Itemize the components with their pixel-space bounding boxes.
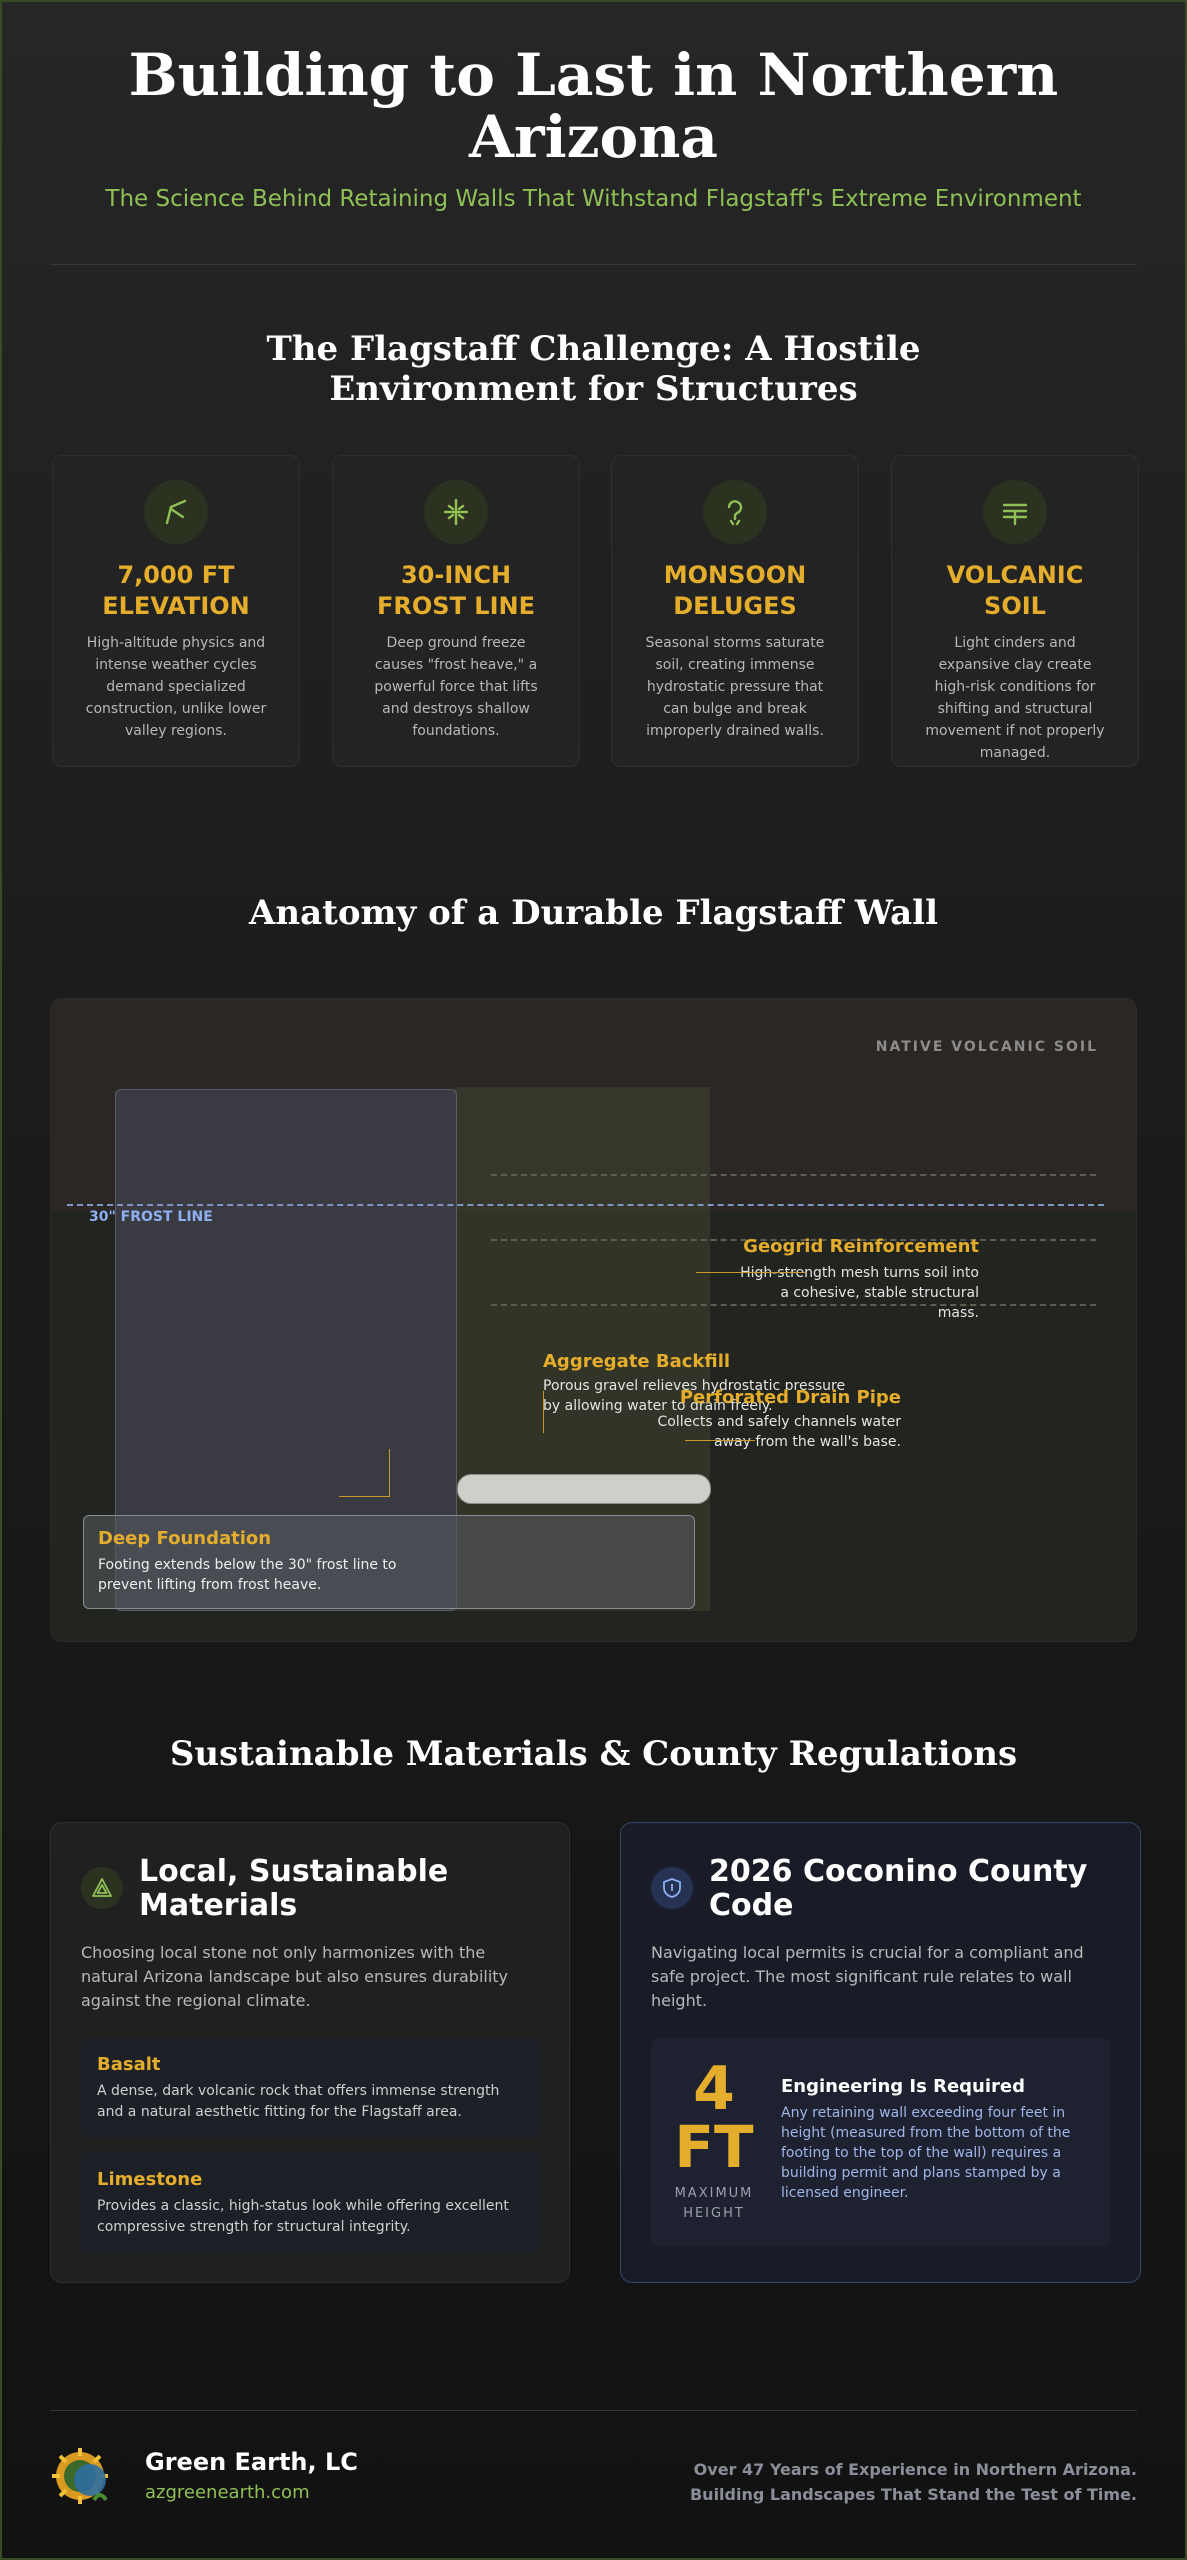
tagline-line: Over 47 Years of Experience in Northern Arizona. bbox=[693, 2460, 1137, 2479]
material-basalt bbox=[81, 2038, 541, 2138]
materials-title: Sustainable Materials & County Regulations bbox=[169, 1734, 1018, 1774]
big-number: 4 bbox=[693, 2054, 735, 2124]
soil-layers-icon bbox=[983, 480, 1047, 544]
local-materials-panel bbox=[50, 1822, 570, 2283]
company-name: Green Earth, LC bbox=[145, 2448, 358, 2476]
card-title: VOLCANIC SOIL bbox=[946, 561, 1084, 620]
callout-line bbox=[389, 1449, 390, 1497]
page-subtitle: The Science Behind Retaining Walls That Withstand Flagstaff's Extreme Environment bbox=[105, 186, 1082, 212]
max-height-stat bbox=[669, 2054, 759, 2224]
divider bbox=[50, 264, 1137, 265]
deep-foundation bbox=[83, 1515, 695, 1609]
material-text: Provides a classic, high-status look while offering excellent compressive strength for structural integrity. bbox=[97, 2198, 509, 2235]
big-unit: FT bbox=[674, 2113, 754, 2181]
rule-text: Any retaining wall exceeding four feet in height (measured from the bottom of the footing to the top of the wall) requires a building permit and plans stamped by a licensed engineer. bbox=[781, 2105, 1071, 2201]
material-name: Basalt bbox=[97, 2054, 161, 2075]
native-soil-label: NATIVE VOLCANIC SOIL bbox=[875, 1039, 1098, 1055]
card-title: 30-INCH FROST LINE bbox=[377, 561, 535, 620]
challenge-card-elevation bbox=[52, 455, 300, 767]
card-title: MONSOON DELUGES bbox=[663, 561, 807, 620]
shield-icon bbox=[651, 1867, 693, 1909]
geogrid-callout bbox=[699, 1236, 979, 1323]
company-website-link[interactable]: azgreenearth.com bbox=[145, 2482, 310, 2503]
tagline-line: Building Landscapes That Stand the Test of Time. bbox=[689, 2485, 1137, 2504]
callout-line bbox=[685, 1440, 755, 1441]
callout-title: Aggregate Backfill bbox=[543, 1351, 731, 1372]
code-rule-box bbox=[651, 2038, 1111, 2246]
material-name: Limestone bbox=[97, 2169, 203, 2190]
divider bbox=[50, 2410, 1137, 2411]
callout-text: Porous gravel relieves hydrostatic pressure by allowing water to drain freely. bbox=[543, 1378, 846, 1414]
county-code-panel bbox=[620, 1822, 1141, 2283]
panel-intro: Navigating local permits is crucial for a compliant and safe project. The most significant rule relates to wall height. bbox=[651, 1943, 1084, 2010]
panel-title: Local, Sustainable Materials bbox=[139, 1854, 449, 1923]
callout-title: Geogrid Reinforcement bbox=[743, 1236, 979, 1257]
challenge-card-monsoon bbox=[611, 455, 859, 767]
challenge-card-soil bbox=[891, 455, 1139, 767]
callout-line bbox=[339, 1496, 389, 1497]
material-text: A dense, dark volcanic rock that offers immense strength and a natural aesthetic fitting for the Flagstaff area. bbox=[97, 2083, 500, 2120]
callout-title: Perforated Drain Pipe bbox=[679, 1387, 901, 1408]
frost-line-label: 30" FROST LINE bbox=[89, 1209, 213, 1225]
storm-icon bbox=[703, 480, 767, 544]
frost-line bbox=[67, 1204, 1104, 1206]
max-height-label: MAXIMUM HEIGHT bbox=[674, 2186, 754, 2221]
callout-line bbox=[543, 1391, 544, 1433]
panel-intro: Choosing local stone not only harmonizes with the natural Arizona landscape but also ensures durability against the regional climate. bbox=[81, 1943, 509, 2010]
triangle-icon bbox=[81, 1867, 123, 1909]
drain-pipe bbox=[457, 1474, 711, 1504]
frost-icon bbox=[424, 480, 488, 544]
page-title: Building to Last in Northern Arizona bbox=[128, 41, 1059, 171]
wall-diagram bbox=[50, 998, 1137, 1642]
card-title: 7,000 FT ELEVATION bbox=[102, 561, 250, 620]
card-text: High-altitude physics and intense weather cycles demand specialized construction, unlike lower valley regions. bbox=[85, 635, 267, 739]
material-limestone bbox=[81, 2153, 541, 2253]
callout-line bbox=[696, 1272, 806, 1273]
company-logo bbox=[50, 2442, 122, 2514]
card-text: Light cinders and expansive clay create high-risk conditions for shifting and structural movement if not properly managed. bbox=[925, 635, 1105, 761]
callout-title: Deep Foundation bbox=[98, 1528, 272, 1549]
footer-tagline bbox=[690, 2457, 1137, 2507]
callout-text: Footing extends below the 30" frost line to prevent lifting from frost heave. bbox=[98, 1557, 397, 1593]
card-text: Deep ground freeze causes "frost heave," a powerful force that lifts and destroys shallow foundations. bbox=[374, 635, 538, 739]
callout-text: High-strength mesh turns soil into a cohesive, stable structural mass. bbox=[740, 1265, 979, 1321]
anatomy-title: Anatomy of a Durable Flagstaff Wall bbox=[249, 893, 938, 933]
mountain-slope-icon bbox=[144, 480, 208, 544]
rule-text-block bbox=[781, 2076, 1081, 2203]
card-text: Seasonal storms saturate soil, creating immense hydrostatic pressure that can bulge and break improperly drained walls. bbox=[645, 635, 825, 739]
panel-title: 2026 Coconino County Code bbox=[709, 1854, 1088, 1923]
challenge-card-frost bbox=[332, 455, 580, 767]
rule-title: Engineering Is Required bbox=[781, 2076, 1025, 2097]
challenge-title: The Flagstaff Challenge: A Hostile Environment for Structures bbox=[266, 329, 921, 409]
geogrid-line bbox=[491, 1174, 1096, 1176]
drain-callout bbox=[581, 1387, 901, 1452]
callout-text: Collects and safely channels water away from the wall's base. bbox=[657, 1414, 901, 1450]
